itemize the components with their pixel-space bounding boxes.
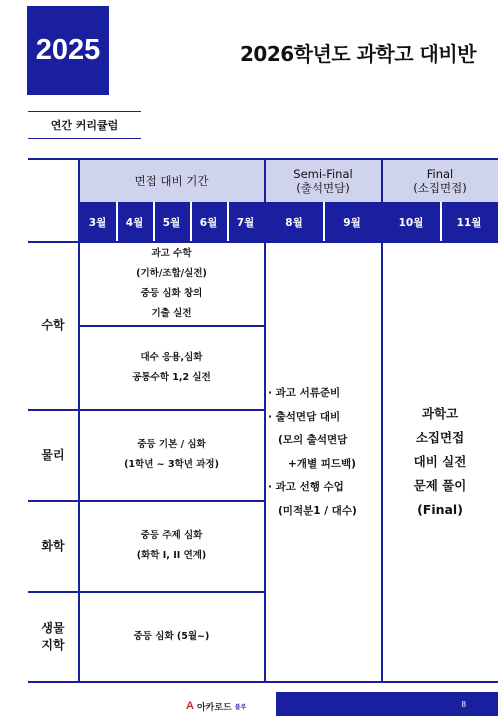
month-nov: 11월 [456, 216, 482, 229]
semi-item: · 출석면담 대비 [268, 410, 341, 423]
subject-bio-earth [28, 592, 78, 681]
cell-line: 공통수학 1,2 실전 [132, 372, 211, 383]
col-divider [264, 158, 266, 682]
phase-interview-label: 면접 대비 기간 [134, 173, 209, 188]
semi-item: (미적분1 / 대수) [278, 504, 357, 517]
month-divider [190, 202, 192, 242]
cell-line: 중등 심화 창의 [140, 287, 203, 299]
section-label: 연간 커리큘럼 [28, 111, 141, 139]
phase-semi-sub: (출석면담) [296, 180, 350, 195]
month-apr: 4월 [125, 216, 144, 229]
math-cell-b [79, 327, 264, 409]
cell-line: 과고 수학 [151, 247, 192, 259]
subject-bio: 생물 [41, 620, 65, 635]
math-cell-a [79, 242, 264, 325]
cell-line: (기하/조합/실전) [136, 267, 207, 279]
phase-final-sub: (소집면접) [413, 180, 467, 195]
brand-logo [186, 697, 246, 715]
subject-physics: 물리 [41, 447, 65, 462]
phase-semi-title: Semi-Final [293, 166, 353, 181]
bio-earth-cell [79, 592, 264, 681]
month-aug: 8월 [285, 216, 303, 229]
month-divider [153, 202, 155, 242]
semi-item: · 과고 서류준비 [268, 387, 341, 399]
month-jun: 6월 [199, 216, 218, 229]
phase-interview [79, 159, 264, 202]
year-badge: 2025 [27, 6, 109, 95]
footer-bar [276, 692, 498, 716]
subject-earth: 지학 [41, 637, 65, 652]
month-may: 5월 [162, 216, 181, 229]
month-oct: 10월 [398, 216, 424, 229]
brand-mark-icon: A [186, 700, 194, 712]
cell-line: 중등 심화 (5월~) [133, 630, 210, 642]
cell-line: (화학 I, II 연계) [136, 550, 207, 561]
cell-line: 중등 주제 심화 [140, 530, 203, 541]
cell-line: (1학년 ~ 3학년 과정) [124, 459, 219, 470]
brand-sub: 블루 [234, 704, 247, 711]
phase-final-title: Final [426, 166, 454, 181]
semi-item: · 과고 선행 수업 [268, 481, 344, 493]
final-item: 과학고 [421, 406, 459, 421]
page-title: 2026학년도 과학고 대비반 [240, 42, 476, 66]
final-item: 문제 풀이 [413, 478, 467, 493]
final-list [382, 242, 498, 682]
semi-final-list [268, 382, 378, 523]
phase-final [382, 159, 498, 202]
final-item: (Final) [417, 502, 463, 517]
month-divider [227, 202, 229, 242]
final-item: 소집면접 [415, 430, 465, 445]
month-sep: 9월 [343, 216, 361, 229]
cell-line: 기출 실전 [151, 307, 192, 319]
month-divider [440, 202, 442, 242]
cell-line: 대수 응용,심화 [140, 352, 203, 363]
subject-math: 수학 [41, 318, 65, 332]
chemistry-cell [79, 501, 264, 591]
semi-item: +개별 피드백) [288, 457, 356, 470]
page-number: 8 [461, 699, 466, 709]
semi-item: (모의 출석면담 [278, 434, 348, 446]
final-item: 대비 실전 [413, 454, 467, 469]
phase-semi-final [265, 159, 381, 202]
subject-chemistry: 화학 [41, 538, 65, 553]
brand-name: 아카로드 [196, 701, 232, 712]
month-mar: 3월 [88, 216, 107, 229]
cell-line: 중등 기본 / 심화 [137, 439, 206, 450]
physics-cell [79, 410, 264, 500]
month-jul: 7월 [236, 216, 255, 229]
month-divider [116, 202, 118, 242]
month-divider [323, 202, 325, 242]
table-top-border [28, 158, 498, 160]
